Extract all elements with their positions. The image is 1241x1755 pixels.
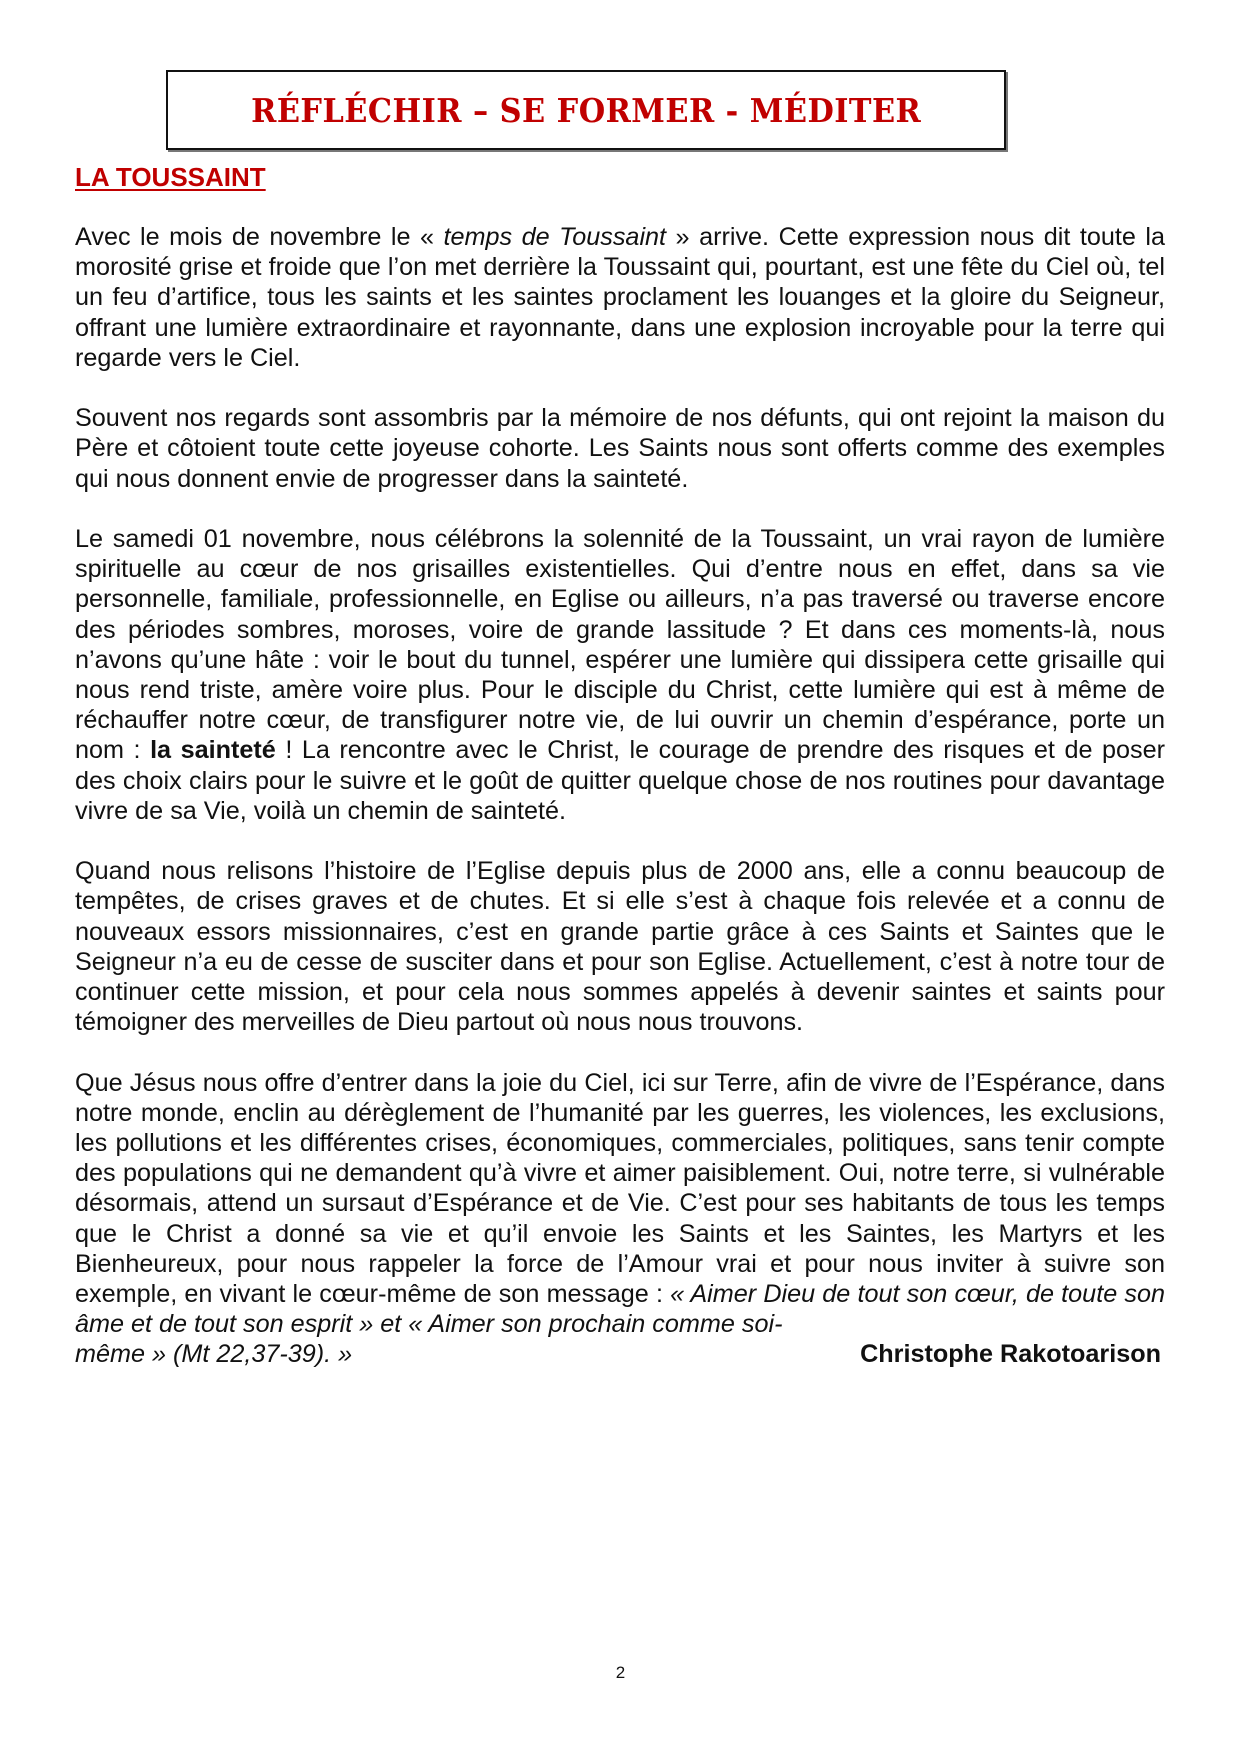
text-run: Avec le mois de novembre le « bbox=[75, 223, 444, 251]
paragraph-4: Quand nous relisons l’histoire de l’Eglise depuis plus de 2000 ans, elle a connu beaucoup de tempêtes, de crises graves et de chutes. Et si elle s’est à chaque fois relevée et a connu de nouveaux essors missionnaires, c’est en grande partie grâce à ces Saints et Saintes que le Seigneur n’a eu de cesse de susciter dans et pour son Eglise. Actuellement, c’est à notre tour de continuer cette mission, et pour cela nous sommes appelés à devenir saintes et saints pour témoigner des merveilles de Dieu partout où nous nous trouvons. bbox=[75, 857, 1165, 1037]
italic-quote: « Aimer Dieu de tout son cœur, de toute son âme et de tout son esprit » et « Aimer son prochain comme soi- bbox=[75, 1280, 1165, 1339]
text-run: ! La rencontre avec le Christ, le courage de prendre des risques et de poser des choix clairs pour le suivre et le goût de quitter quelque chose de nos routines pour davantage vivre de sa Vie, voilà un chemin de sainteté. bbox=[75, 736, 1165, 825]
italic-quote-end: même » (Mt 22,37-39). » bbox=[75, 1340, 353, 1369]
text-run: Que Jésus nous offre d’entrer dans la joie du Ciel, ici sur Terre, afin de vivre de l’Espérance, dans notre monde, enclin au dérèglement de l’humanité par les guerres, les violences, les exclusions, les pollutions et les différentes crises, économiques, commerciales, politiques, sans tenir compte des populations qui ne demandent qu’à vivre et aimer paisiblement. Oui, notre terre, si vulnérable désormais, attend un sursaut d’Espérance et de Vie. C’est pour ses habitants de tous les temps que le Christ a donné sa vie et qu’il envoie les Saints et les Saintes, les Martyrs et les Bienheureux, pour nous rappeler la force de l’Amour vrai et pour nous inviter à suivre son exemple, en vivant le cœur-même de son message : bbox=[75, 1068, 1165, 1309]
signature-line bbox=[75, 1339, 1165, 1369]
text-run: Le samedi 01 novembre, nous célébrons la solennité de la Toussaint, un vrai rayon de lumière spirituelle au cœur de nos grisailles existentielles. Qui d’entre nous en effet, dans sa vie personnelle, familiale, professionnelle, en Eglise ou ailleurs, n’a pas traversé ou traverse encore des périodes sombres, moroses, voire de grande lassitude ? Et dans ces moments-là, nous n’avons qu’une hâte : voir le bout du tunnel, espérer une lumière qui dissipera cette grisaille qui nous rend triste, amère voire plus. Pour le disciple du Christ, cette lumière qui est à même de réchauffer notre cœur, de transfigurer notre vie, de lui ouvrir un chemin d’espérance, porte un nom : bbox=[75, 525, 1165, 765]
article-body bbox=[75, 222, 1165, 1370]
bold-text: la sainteté bbox=[150, 736, 276, 765]
italic-text: temps de Toussaint bbox=[443, 223, 667, 251]
text-run: » arrive. Cette expression nous dit toute la morosité grise et froide que l’on met derrière la Toussaint qui, pourtant, est une fête du Ciel où, tel un feu d’artifice, tous les saints et les saintes proclament les louanges et la gloire du Seigneur, offrant une lumière extraordinaire et rayonnante, dans une explosion incroyable pour la terre qui regarde vers le Ciel. bbox=[75, 223, 1165, 372]
author-signature: Christophe Rakotoarison bbox=[860, 1340, 1161, 1369]
page-number: 2 bbox=[615, 1663, 626, 1682]
page-title: RÉFLÉCHIR – SE FORMER - MÉDITER bbox=[250, 90, 922, 130]
paragraph-1 bbox=[75, 222, 1165, 373]
header-title-box bbox=[166, 70, 1006, 150]
paragraph-3 bbox=[75, 524, 1165, 826]
paragraph-5 bbox=[75, 1068, 1165, 1340]
paragraph-2: Souvent nos regards sont assombris par la mémoire de nos défunts, qui ont rejoint la maison du Père et côtoient toute cette joyeuse cohorte. Les Saints nous sont offerts comme des exemples qui nous donnent envie de progresser dans la sainteté. bbox=[75, 404, 1165, 493]
section-title: LA TOUSSAINT bbox=[75, 162, 266, 192]
